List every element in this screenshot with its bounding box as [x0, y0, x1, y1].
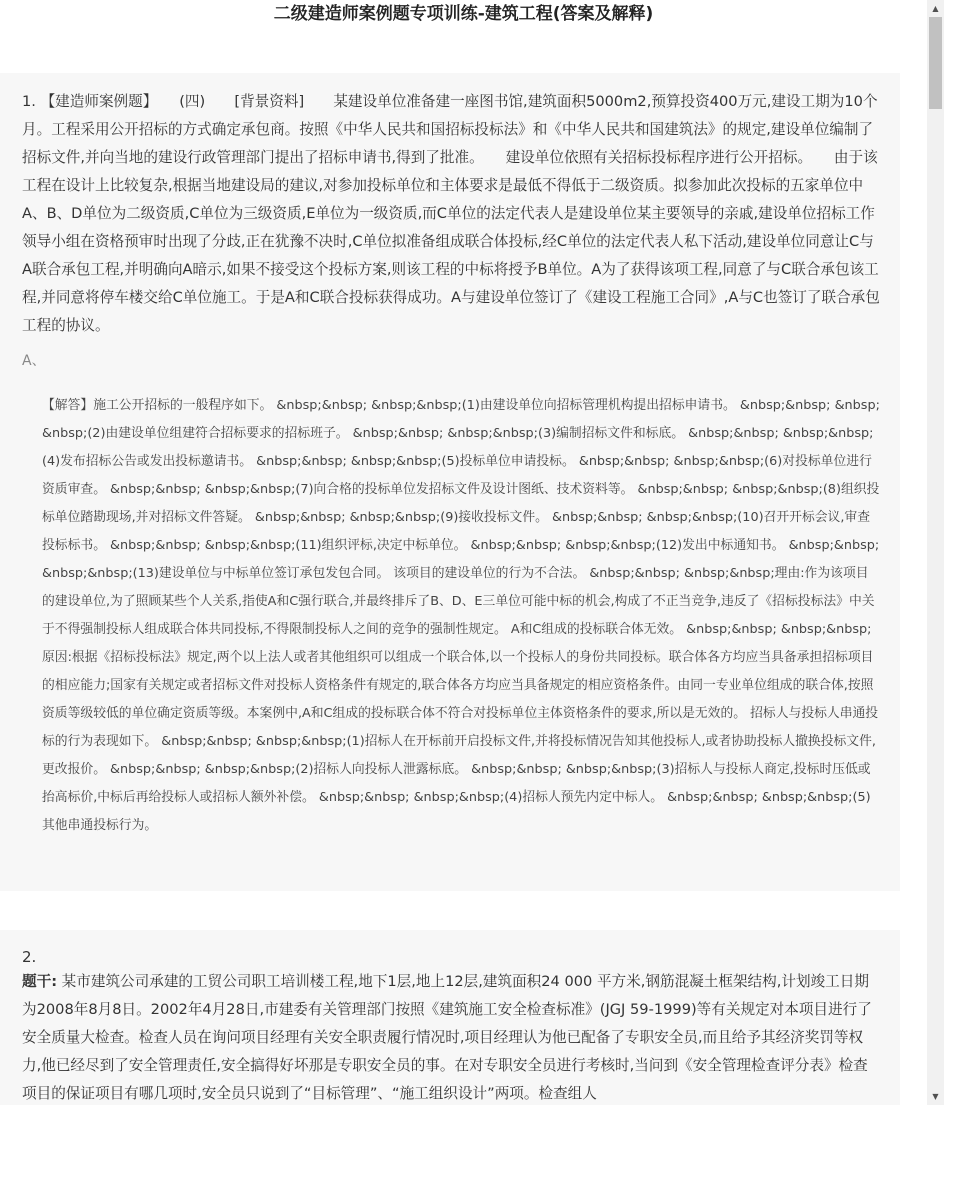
answer-block	[22, 392, 880, 840]
page-title: 二级建造师案例题专项训练-建筑工程(答案及解释)	[273, 4, 654, 24]
vertical-scrollbar[interactable]	[927, 0, 944, 1105]
question-2-text	[22, 968, 880, 1105]
answer-text: 施工公开招标的一般程序如下。 &nbsp;&nbsp; &nbsp;&nbsp;(1)由建设单位向招标管理机构提出招标申请书。 &nbsp;&nbsp; &nbsp;&nbsp;(2)由建设单位组建符合招标要求的招标班子。 &nbsp;&nbsp; &nbsp;&nbsp;(3)编制招标文件和标底。 &nbsp;&nbsp; &nbsp;&nbsp;(4)发布招标公告或发出投标邀请书。 &nbsp;&nbsp; &nbsp;&nbsp;(5)投标单位申请投标。 &nbsp;&nbsp; &nbsp;&nbsp;(6)对投标单位进行资质审查。 &nbsp;&nbsp; &nbsp;&nbsp;(7)向合格的投标单位发招标文件及设计图纸、技术资料等。 &nbsp;&nbsp; &nbsp;&nbsp;(8)组织投标单位踏勘现场,并对招标文件答疑。 &nbsp;&nbsp; &nbsp;&nbsp;(9)接收投标文件。 &nbsp;&nbsp; &nbsp;&nbsp;(10)召开开标会议,审查投标标书。 &nbsp;&nbsp; &nbsp;&nbsp;(11)组织评标,决定中标单位。 &nbsp;&nbsp; &nbsp;&nbsp;(12)发出中标通知书。 &nbsp;&nbsp; &nbsp;&nbsp;(13)建设单位与中标单位签订承包发包合同。 该项目的建设单位的行为不合法。 &nbsp;&nbsp; &nbsp;&nbsp;理由:作为该项目的建设单位,为了照顾某些个人关系,指使A和C强行联合,并最终排斥了B、D、E三单位可能中标的机会,构成了不正当竞争,违反了《招标投标法》中关于不得强制投标人组成联合体共同投标,不得限制投标人之间的竞争的强制性规定。 A和C组成的投标联合体无效。 &nbsp;&nbsp; &nbsp;&nbsp;原因:根据《招标投标法》规定,两个以上法人或者其他组织可以组成一个联合体,以一个投标人的身份共同投标。联合体各方均应当具备承担招标项目的相应能力;国家有关规定或者招标文件对投标人资格条件有规定的,联合体各方均应当具备规定的相应资格条件。由同一专业单位组成的联合体,按照资质等级较低的单位确定资质等级。本案例中,A和C组成的投标联合体不符合对投标单位主体资格条件的要求,所以是无效的。 招标人与投标人串通投标的行为表现如下。 &nbsp;&nbsp; &nbsp;&nbsp;(1)招标人在开标前开启投标文件,并将投标情况告知其他投标人,或者协助投标人撤换投标文件,更改报价。 &nbsp;&nbsp; &nbsp;&nbsp;(2)招标人向投标人泄露标底。 &nbsp;&nbsp; &nbsp;&nbsp;(3)招标人与投标人商定,投标时压低或抬高标价,中标后再给投标人或招标人额外补偿。 &nbsp;&nbsp; &nbsp;&nbsp;(4)招标人预先内定中标人。 &nbsp;&nbsp; &nbsp;&nbsp;(5)其他串通投标行为。	[42, 398, 880, 833]
question-1-number: 1.	[22, 93, 36, 110]
scroll-thumb[interactable]	[929, 17, 942, 109]
question-card-2	[0, 930, 900, 1105]
answer-label: 【解答】	[42, 398, 94, 413]
question-card-1	[0, 73, 900, 891]
question-2-label: 题干:	[22, 973, 58, 990]
question-1-body: 【建造师案例题】 (四) [背景资料] 某建设单位准备建一座图书馆,建筑面积5000m2,预算投资400万元,建设工期为10个月。工程采用公开招标的方式确定承包商。按照《中华人民共和国招标投标法》和《中华人民共和国建筑法》的规定,建设单位编制了招标文件,并向当地的建设行政管理部门提出了招标申请书,得到了批准。 建设单位依照有关招标投标程序进行公开招标。 由于该工程在设计上比较复杂,根据当地建设局的建议,对参加投标单位和主体要求是最低不得低于二级资质。拟参加此次投标的五家单位中A、B、D单位为二级资质,C单位为三级资质,E单位为一级资质,而C单位的法定代表人是建设单位某主要领导的亲戚,建设单位招标工作领导小组在资格预审时出现了分歧,正在犹豫不决时,C单位拟准备组成联合体投标,经C单位的法定代表人私下活动,建设单位同意让C与A联合承包工程,并明确向A暗示,如果不接受这个投标方案,则该工程的中标将授予B单位。A为了获得该项工程,同意了与C联合承包该工程,并同意将停车楼交给C单位施工。于是A和C联合投标获得成功。A与建设单位签订了《建设工程施工合同》,A与C也签订了联合承包工程的协议。	[22, 93, 880, 334]
scroll-down-arrow-icon[interactable]: ▼	[932, 1092, 939, 1101]
scroll-up-arrow-icon[interactable]: ▲	[932, 4, 939, 13]
question-2-number: 2.	[22, 948, 37, 966]
question-1-text	[22, 88, 880, 340]
question-2-body: 某市建筑公司承建的工贸公司职工培训楼工程,地下1层,地上12层,建筑面积24 000 平方米,钢筋混凝土框架结构,计划竣工日期为2008年8月8日。2002年4月28日,市建委有关管理部门按照《建筑施工安全检查标准》(JGJ 59-1999)等有关规定对本项目进行了安全质量大检查。检查人员在询问项目经理有关安全职责履行情况时,项目经理认为他已配备了专职安全员,而且给予其经济奖罚等权力,他已经尽到了安全管理责任,安全搞得好坏那是专职安全员的事。在对专职安全员进行考核时,当问到《安全管理检查评分表》检查项目的保证项目有哪几项时,安全员只说到了“目标管理”、“施工组织设计”两项。检查组人	[22, 973, 872, 1102]
option-a[interactable]: A、	[22, 353, 46, 369]
